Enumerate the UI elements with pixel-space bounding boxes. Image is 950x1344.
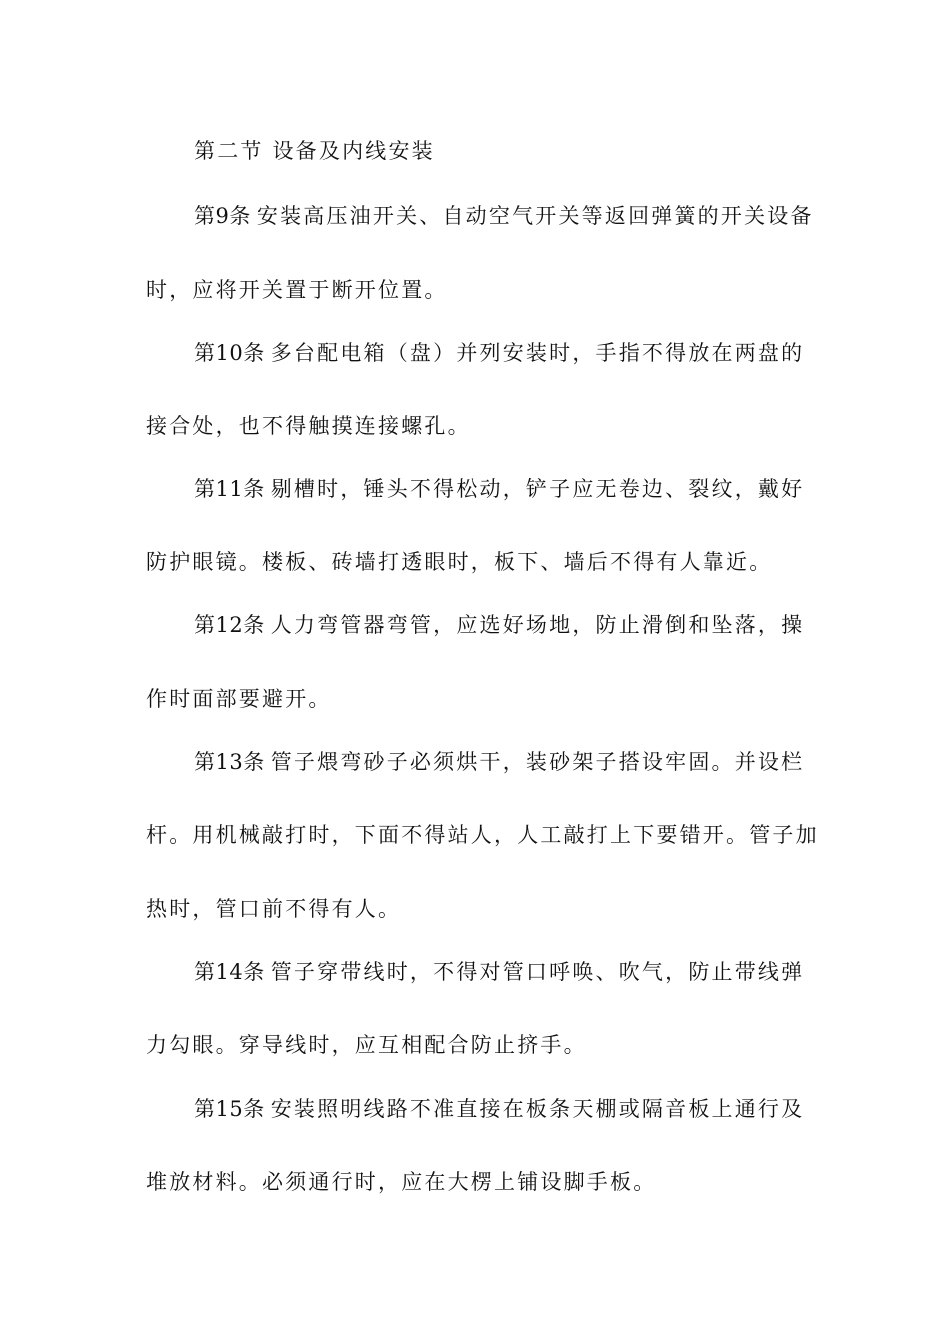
article-12-line-2: 作时面部要避开。 (146, 687, 332, 711)
article-13-line-3: 热时，管口前不得有人。 (146, 897, 402, 921)
article-label: 第15条 (194, 1097, 265, 1121)
article-text: 安装高压油开关、自动空气开关等返回弹簧的开关设备 (256, 204, 814, 228)
article-14-line-1 (194, 958, 808, 986)
article-12-line-1 (194, 611, 808, 639)
article-text: 多台配电箱（盘）并列安装时，手指不得放在两盘的 (270, 341, 805, 365)
article-text: 管子穿带线时，不得对管口呼唤、吹气，防止带线弹 (270, 960, 805, 984)
article-9-line-1 (194, 202, 814, 230)
article-15-line-2: 堆放材料。必须通行时，应在大楞上铺设脚手板。 (146, 1170, 657, 1194)
article-label: 第14条 (194, 960, 265, 984)
article-13-line-1 (194, 748, 808, 776)
article-10-line-1 (194, 339, 808, 367)
article-11-line-2: 防护眼镜。楼板、砖墙打透眼时，板下、墙后不得有人靠近。 (146, 550, 773, 574)
article-15-line-1 (194, 1095, 808, 1123)
article-label: 第10条 (194, 341, 265, 365)
article-9-line-2: 时，应将开关置于断开位置。 (146, 278, 448, 302)
article-11-line-1 (194, 475, 808, 503)
article-10-line-2: 接合处，也不得触摸连接螺孔。 (146, 414, 471, 438)
article-text: 剔槽时，锤头不得松动，铲子应无卷边、裂纹，戴好 (270, 477, 805, 501)
article-14-line-2: 力勾眼。穿导线时，应互相配合防止挤手。 (146, 1033, 587, 1057)
article-label: 第13条 (194, 750, 265, 774)
article-label: 第11条 (194, 477, 265, 501)
article-text: 管子煨弯砂子必须烘干，装砂架子搭设牢固。并设栏 (270, 750, 805, 774)
article-label: 第9条 (194, 204, 251, 228)
article-label: 第12条 (194, 613, 265, 637)
article-text: 人力弯管器弯管，应选好场地，防止滑倒和坠落，操 (270, 613, 805, 637)
article-13-line-2: 杆。用机械敲打时，下面不得站人，人工敲打上下要错开。管子加 (146, 823, 819, 847)
section-title: 第二节 设备及内线安装 (194, 139, 435, 163)
article-text: 安装照明线路不准直接在板条天棚或隔音板上通行及 (270, 1097, 805, 1121)
